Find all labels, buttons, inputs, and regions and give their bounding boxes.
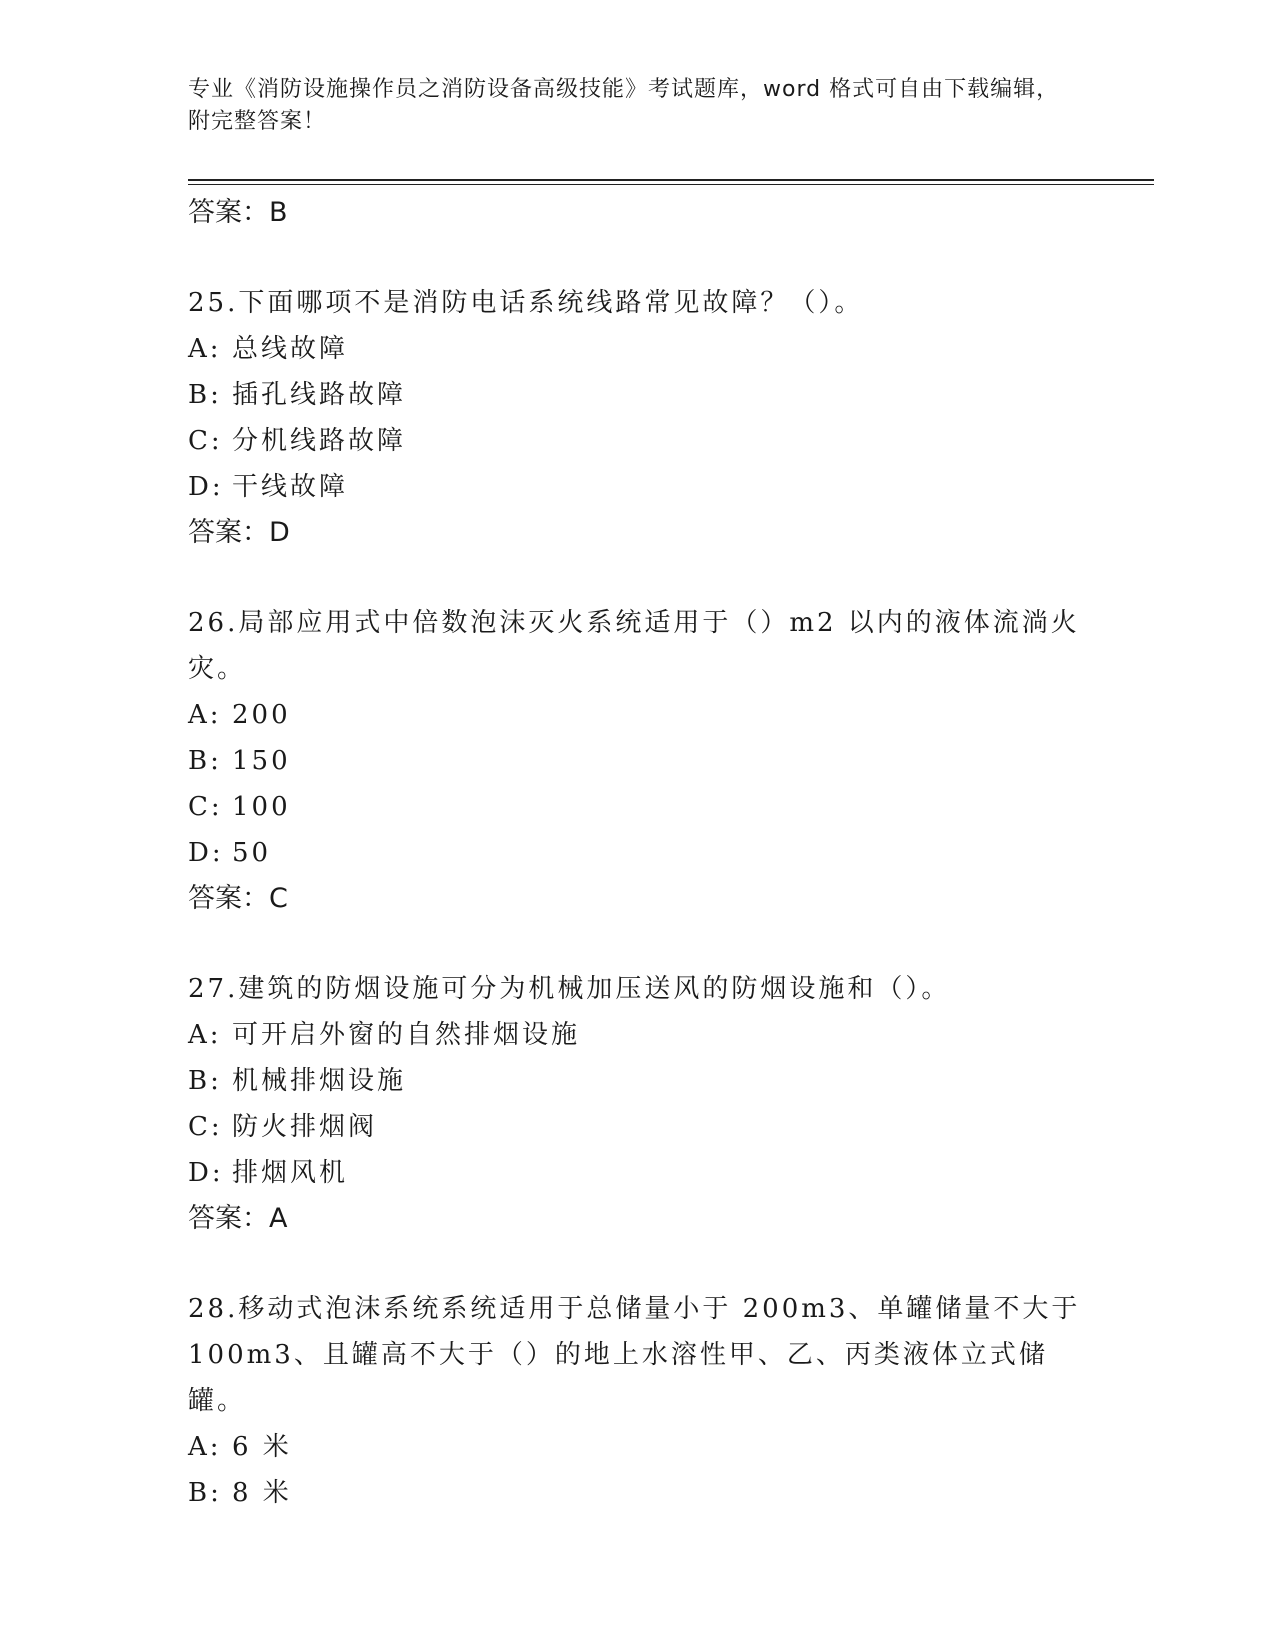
option-key: D: [188, 838, 224, 868]
option-b [188, 1470, 1088, 1516]
option-text: 可开启外窗的自然排烟设施 [232, 1020, 581, 1050]
option-key: A: [188, 700, 222, 730]
question-list [188, 190, 1088, 1516]
answer-label: 答案： [188, 1203, 269, 1234]
option-d [188, 830, 1088, 876]
option-key: A: [188, 334, 222, 364]
answer-value: C [269, 883, 288, 914]
option-key: B: [188, 380, 222, 410]
option-text: 分机线路故障 [232, 426, 407, 456]
question-block [188, 600, 1088, 922]
answer-line [188, 1196, 1088, 1242]
leading-answer [188, 190, 1088, 236]
answer-label: 答案： [188, 883, 269, 914]
option-text: 防火排烟阀 [232, 1112, 378, 1142]
option-text: 排烟风机 [232, 1158, 349, 1188]
option-c [188, 784, 1088, 830]
header-rule-thin [188, 184, 1154, 185]
option-text: 总线故障 [232, 334, 349, 364]
option-c [188, 418, 1088, 464]
answer-label: 答案： [188, 517, 269, 548]
option-text: 机械排烟设施 [232, 1066, 407, 1096]
header-rule-thick [188, 179, 1154, 181]
answer-value: A [269, 1203, 288, 1234]
answer-line [188, 876, 1088, 922]
option-key: D: [188, 1158, 224, 1188]
option-key: C: [188, 1112, 223, 1142]
option-key: B: [188, 1478, 222, 1508]
option-key: C: [188, 792, 223, 822]
option-a [188, 326, 1088, 372]
option-text: 50 [232, 838, 272, 868]
option-key: C: [188, 426, 223, 456]
option-d [188, 464, 1088, 510]
option-text: 8 米 [232, 1478, 292, 1508]
option-key: A: [188, 1432, 222, 1462]
option-text: 100 [232, 792, 291, 822]
option-key: B: [188, 1066, 222, 1096]
question-block [188, 1286, 1088, 1516]
question-stem: 28.移动式泡沫系统系统适用于总储量小于 200m3、单罐储量不大于 100m3、且罐高不大于（）的地上水溶性甲、乙、丙类液体立式储罐。 [188, 1294, 1081, 1416]
option-b [188, 1058, 1088, 1104]
option-c [188, 1104, 1088, 1150]
question-block [188, 280, 1088, 556]
option-d [188, 1150, 1088, 1196]
option-key: B: [188, 746, 222, 776]
answer-value: B [269, 197, 288, 228]
question-stem: 25.下面哪项不是消防电话系统线路常见故障？（）。 [188, 288, 864, 318]
option-key: D: [188, 472, 224, 502]
question-block [188, 966, 1088, 1242]
option-text: 150 [232, 746, 291, 776]
option-text: 6 米 [232, 1432, 292, 1462]
answer-value: D [269, 517, 290, 548]
question-stem: 27.建筑的防烟设施可分为机械加压送风的防烟设施和（）。 [188, 974, 951, 1004]
option-b [188, 738, 1088, 784]
page-header: 专业《消防设施操作员之消防设备高级技能》考试题库，word 格式可自由下载编辑，附完整答案！ [188, 77, 1060, 134]
option-a [188, 1424, 1088, 1470]
option-a [188, 692, 1088, 738]
answer-label: 答案： [188, 197, 269, 228]
answer-line [188, 510, 1088, 556]
option-key: A: [188, 1020, 222, 1050]
question-stem: 26.局部应用式中倍数泡沫灭火系统适用于（）m2 以内的液体流淌火灾。 [188, 608, 1080, 684]
option-a [188, 1012, 1088, 1058]
option-text: 干线故障 [232, 472, 349, 502]
option-text: 插孔线路故障 [232, 380, 407, 410]
option-b [188, 372, 1088, 418]
option-text: 200 [232, 700, 291, 730]
